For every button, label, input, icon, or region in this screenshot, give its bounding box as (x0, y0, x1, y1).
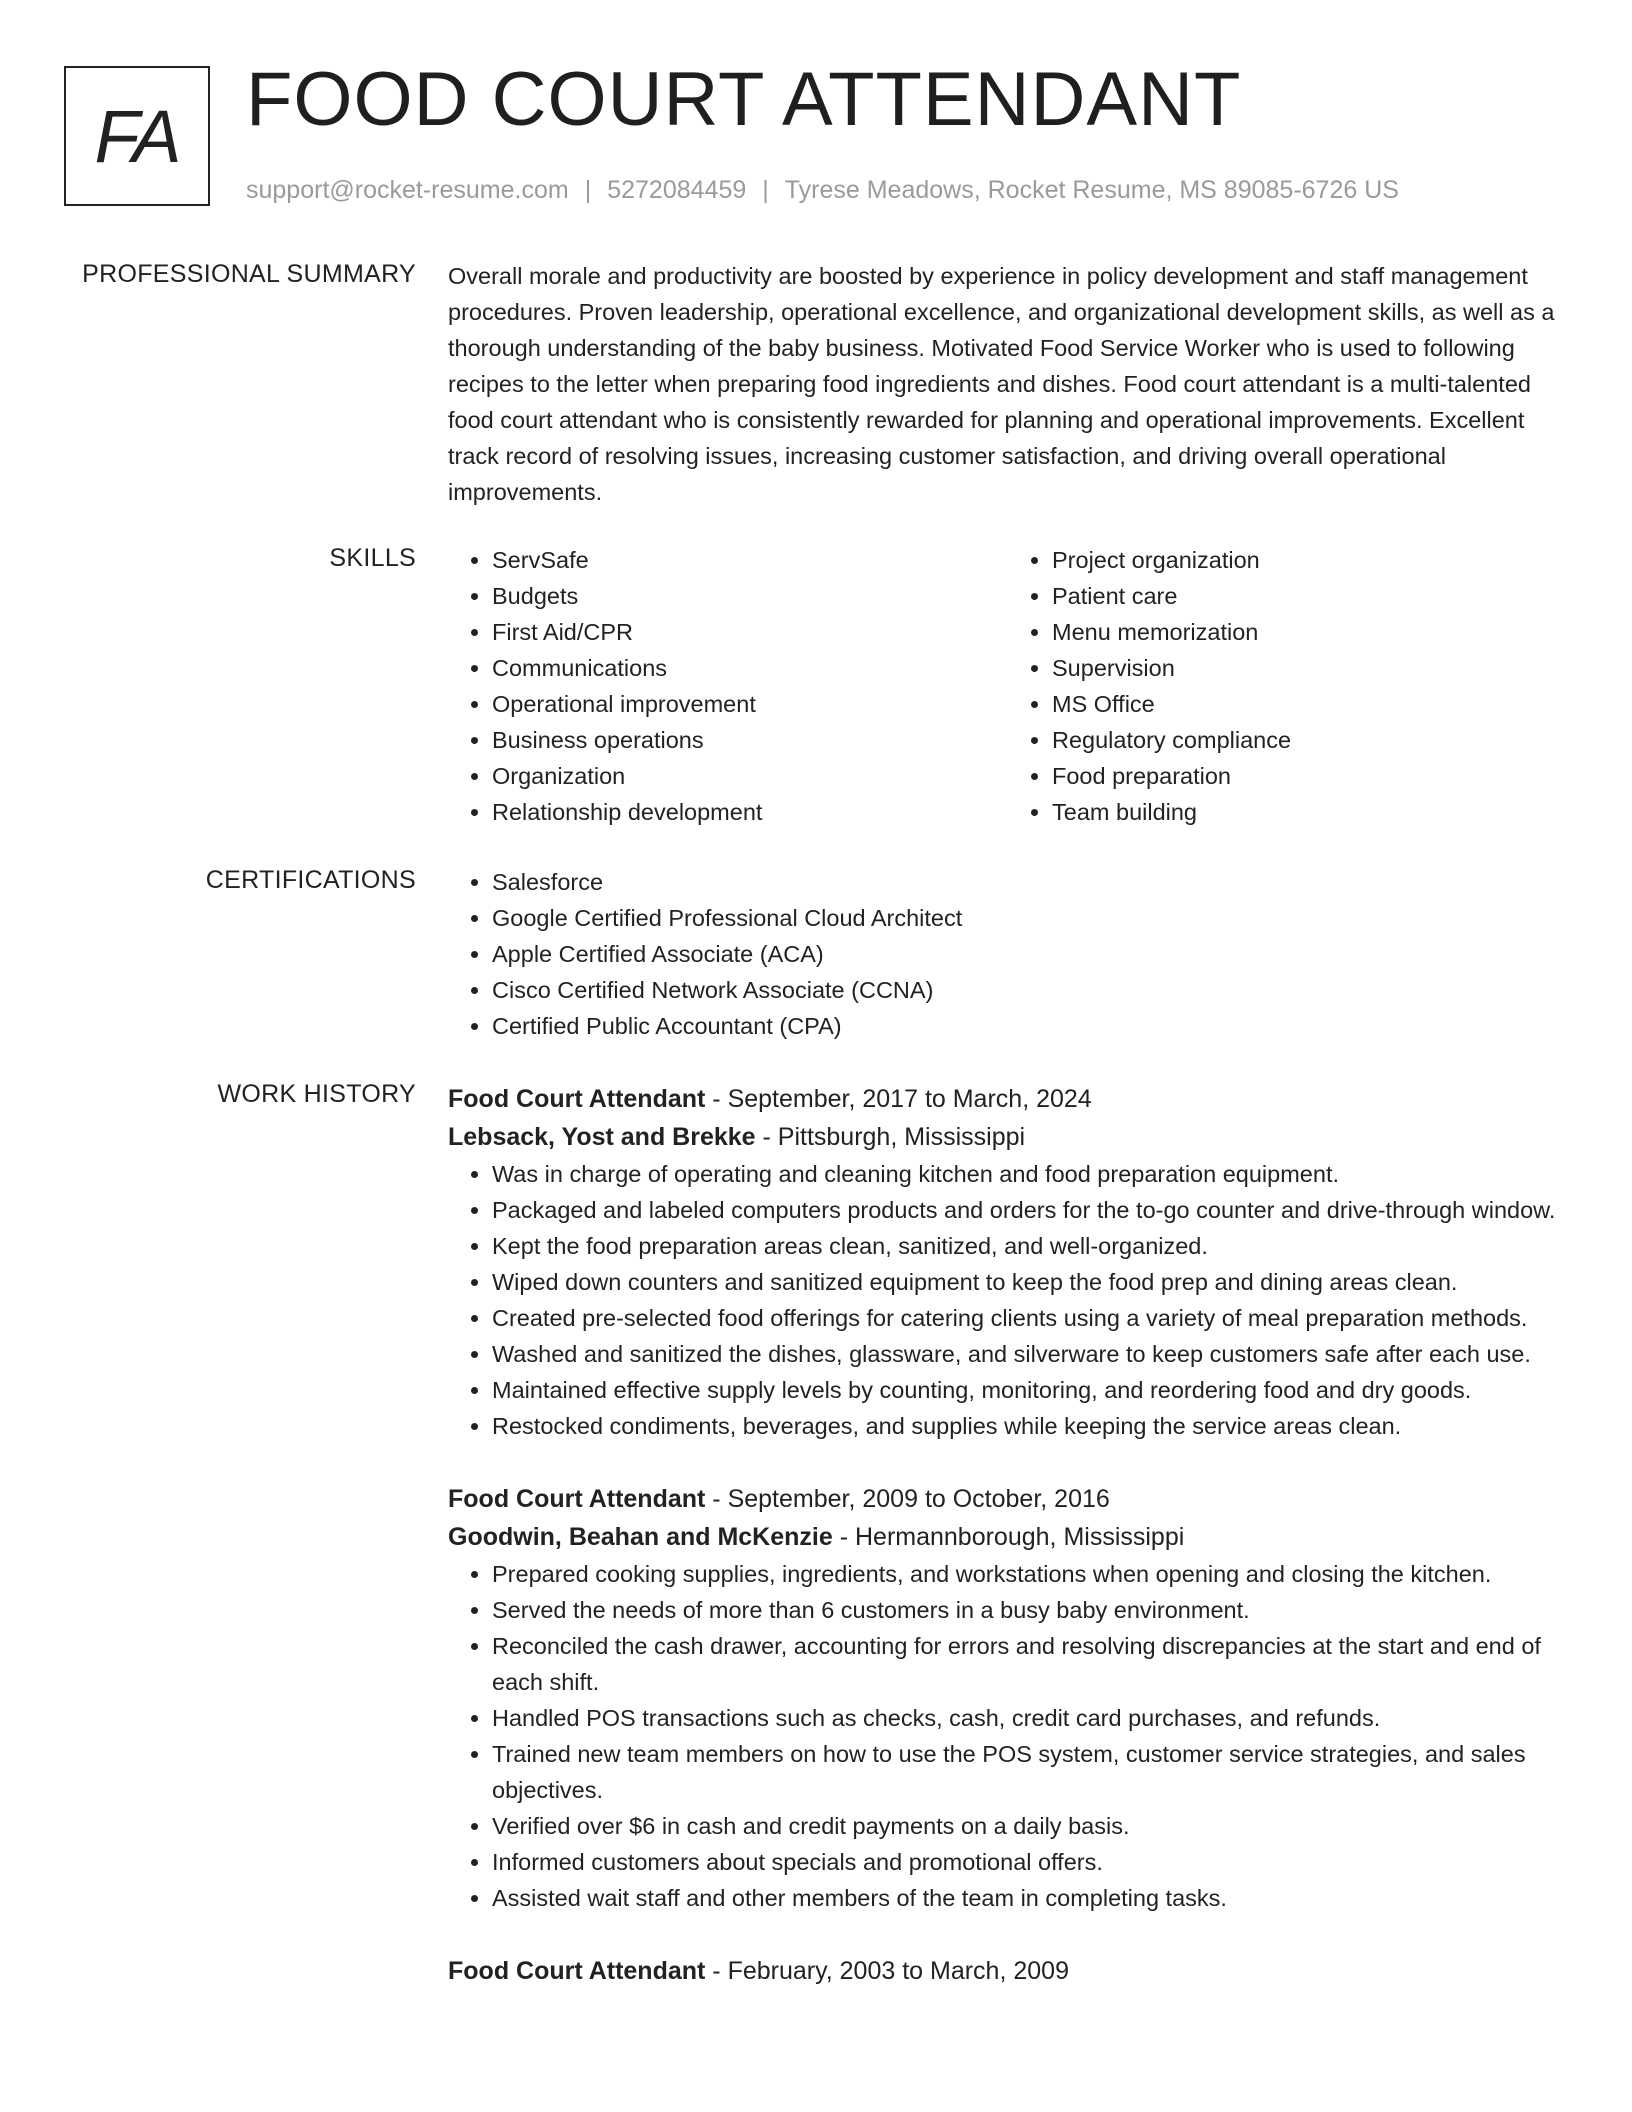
job-duty-item: • Kept the food preparation areas clean, sanitized, and well-organized. (492, 1228, 1568, 1264)
job-duty-item: • Trained new team members on how to use the POS system, customer service strategies, and sales objectives. (492, 1736, 1568, 1808)
certifications-list (448, 864, 1568, 1044)
skill-item: • Supervision (1052, 650, 1568, 686)
skill-item: • Communications (492, 650, 1008, 686)
summary-heading: PROFESSIONAL SUMMARY (82, 260, 416, 288)
job-company-line (448, 1118, 1568, 1156)
work-history-heading: WORK HISTORY (217, 1080, 416, 1108)
skills-list-left (448, 542, 1008, 830)
skill-item: • Project organization (1052, 542, 1568, 578)
job-duty-item: • Washed and sanitized the dishes, glassware, and silverware to keep customers safe after each use. (492, 1336, 1568, 1372)
skill-item: • MS Office (1052, 686, 1568, 722)
page-title: FOOD COURT ATTENDANT (246, 57, 1242, 142)
job-location: - Pittsburgh, Mississippi (755, 1123, 1026, 1151)
contact-address: Tyrese Meadows, Rocket Resume, MS 89085-6726 US (784, 176, 1399, 204)
certification-item: • Certified Public Accountant (CPA) (492, 1008, 1568, 1044)
contact-line (246, 176, 1399, 205)
certifications-body (448, 864, 1568, 1044)
job-duty-item: • Informed customers about specials and promotional offers. (492, 1844, 1568, 1880)
skill-item: • Budgets (492, 578, 1008, 614)
skills-body (448, 542, 1568, 830)
skill-item: • Team building (1052, 794, 1568, 830)
skill-item: • Regulatory compliance (1052, 722, 1568, 758)
job-duty-item: • Verified over $6 in cash and credit payments on a daily basis. (492, 1808, 1568, 1844)
contact-separator: | (584, 176, 592, 204)
job-entry (448, 1952, 1568, 1990)
certifications-heading: CERTIFICATIONS (205, 866, 416, 894)
job-duty-item: • Wiped down counters and sanitized equipment to keep the food prep and dining areas clean. (492, 1264, 1568, 1300)
job-dates: - September, 2009 to October, 2016 (705, 1485, 1110, 1513)
job-title-line (448, 1080, 1568, 1118)
skill-item: • Food preparation (1052, 758, 1568, 794)
skill-item: • ServSafe (492, 542, 1008, 578)
certification-item: • Google Certified Professional Cloud Architect (492, 900, 1568, 936)
job-company-line (448, 1518, 1568, 1556)
job-duties-list (448, 1156, 1568, 1444)
job-duty-item: • Created pre-selected food offerings for catering clients using a variety of meal preparation methods. (492, 1300, 1568, 1336)
job-duty-item: • Handled POS transactions such as checks, cash, credit card purchases, and refunds. (492, 1700, 1568, 1736)
certification-item: • Cisco Certified Network Associate (CCNA) (492, 972, 1568, 1008)
job-duty-item: • Served the needs of more than 6 customers in a busy baby environment. (492, 1592, 1568, 1628)
job-duties-list (448, 1556, 1568, 1916)
skill-item: • Operational improvement (492, 686, 1008, 722)
job-duty-item: • Assisted wait staff and other members of the team in completing tasks. (492, 1880, 1568, 1916)
summary-text: Overall morale and productivity are boosted by experience in policy development and staff management procedures. Proven leadership, operational excellence, and organizational development skills, as well as a thorough understanding of the baby business. Motivated Food Service Worker who is used to following recipes to the letter when preparing food ingredients and dishes. Food court attendant is a multi-talented food court attendant who is consistently rewarded for planning and operational improvements. Excellent track record of resolving issues, increasing customer satisfaction, and driving overall operational improvements. (448, 263, 1555, 505)
certification-item: • Apple Certified Associate (ACA) (492, 936, 1568, 972)
job-entry (448, 1080, 1568, 1444)
job-duty-item: • Reconciled the cash drawer, accounting for errors and resolving discrepancies at the start and end of each shift. (492, 1628, 1568, 1700)
job-duty-item: • Was in charge of operating and cleaning kitchen and food preparation equipment. (492, 1156, 1568, 1192)
skills-heading: SKILLS (329, 544, 416, 572)
skill-item: • Patient care (1052, 578, 1568, 614)
skills-list-right (1008, 542, 1568, 830)
monogram: FA (64, 66, 210, 206)
job-location: - Hermannborough, Mississippi (832, 1523, 1185, 1551)
job-duty-item: • Prepared cooking supplies, ingredients, and workstations when opening and closing the kitchen. (492, 1556, 1568, 1592)
job-company: Goodwin, Beahan and McKenzie (448, 1523, 833, 1551)
certification-item: • Salesforce (492, 864, 1568, 900)
job-title: Food Court Attendant (448, 1085, 706, 1113)
skill-item: • First Aid/CPR (492, 614, 1008, 650)
job-title-line (448, 1480, 1568, 1518)
contact-email: support@rocket-resume.com (246, 176, 569, 204)
job-duty-item: • Maintained effective supply levels by counting, monitoring, and reordering food and dry goods. (492, 1372, 1568, 1408)
job-entry (448, 1480, 1568, 1916)
contact-phone: 5272084459 (607, 176, 747, 204)
job-duty-item: • Packaged and labeled computers products and orders for the to-go counter and drive-through window. (492, 1192, 1568, 1228)
skill-item: • Business operations (492, 722, 1008, 758)
job-dates: - September, 2017 to March, 2024 (705, 1085, 1092, 1113)
skill-item: • Relationship development (492, 794, 1008, 830)
job-title: Food Court Attendant (448, 1485, 706, 1513)
job-duty-item: • Restocked condiments, beverages, and supplies while keeping the service areas clean. (492, 1408, 1568, 1444)
job-dates: - February, 2003 to March, 2009 (705, 1957, 1069, 1985)
job-title: Food Court Attendant (448, 1957, 706, 1985)
work-history-body (448, 1080, 1568, 2026)
job-title-line (448, 1952, 1568, 1990)
skill-item: • Organization (492, 758, 1008, 794)
contact-separator: | (762, 176, 769, 204)
skill-item: • Menu memorization (1052, 614, 1568, 650)
job-company: Lebsack, Yost and Brekke (448, 1123, 756, 1151)
